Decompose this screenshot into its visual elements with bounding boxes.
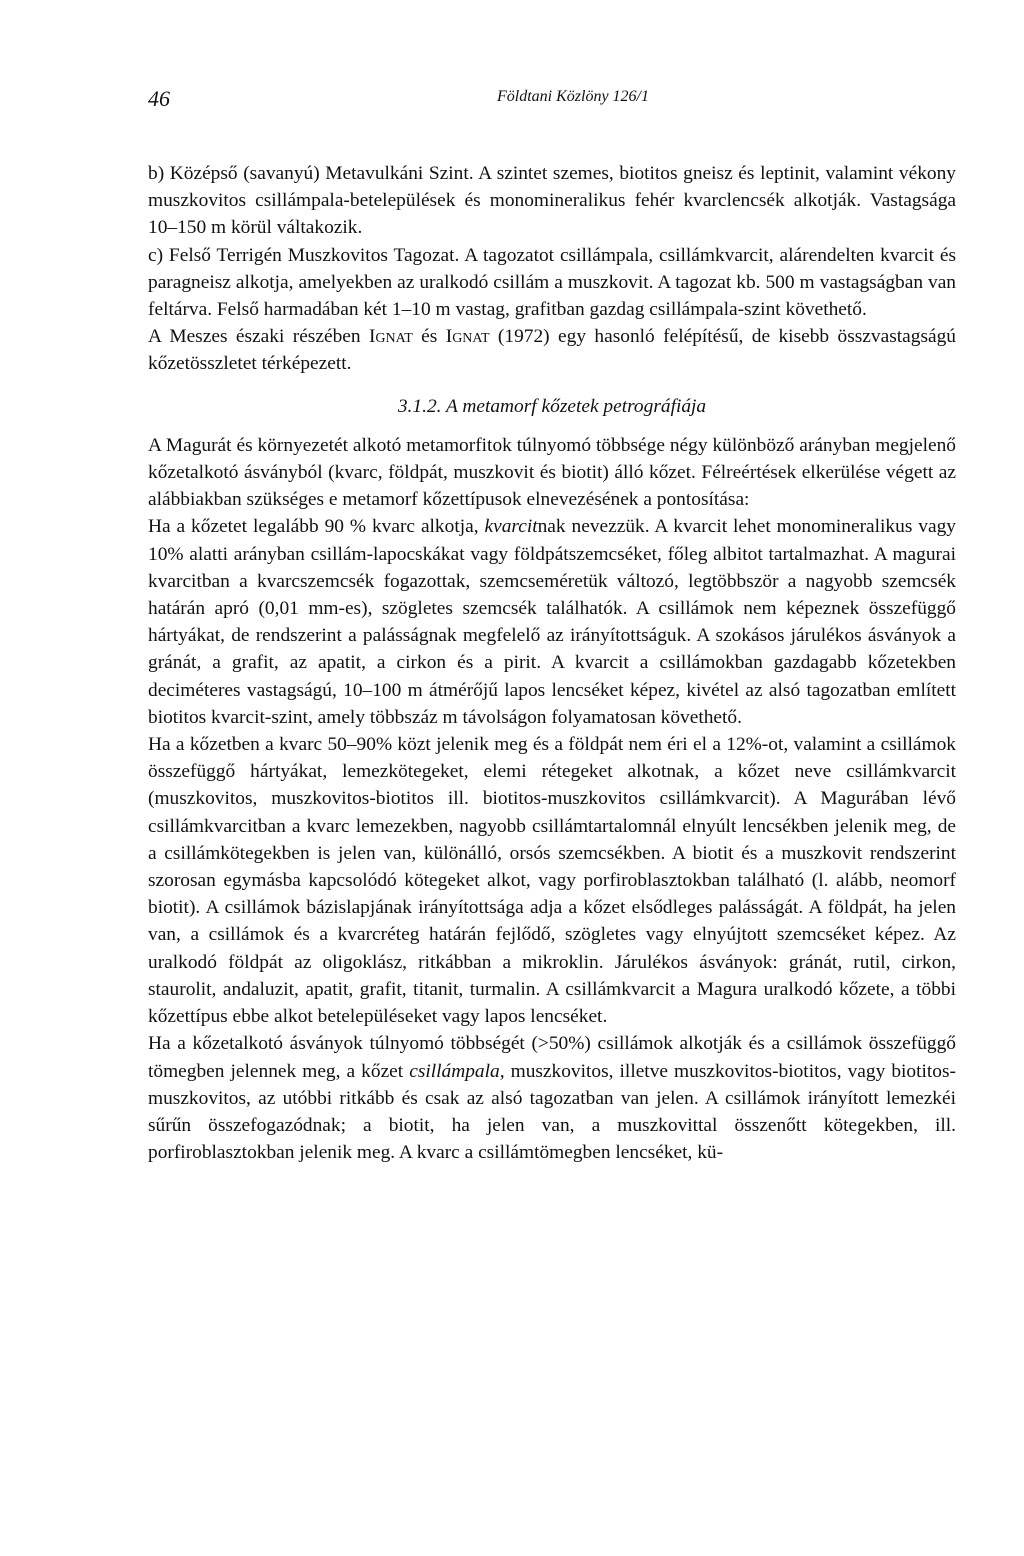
paragraph-middle-metavolcanic: b) Középső (savanyú) Metavulkáni Szint. A szintet szemes, biotitos gneisz és leptinit, valamint vékony muszkovitos csillámpala-betelepülések és monomineralikus fehér kvarclencsék alkotják. Vastagsága 10–150 m körül váltakozik.: [148, 163, 956, 239]
running-header: [148, 86, 958, 116]
text-run: Ha a kőzetet legalább 90 % kvarc alkotja,: [148, 516, 485, 538]
section-heading: [148, 393, 956, 420]
journal-title: Földtani Közlöny 126/1: [497, 88, 649, 105]
body-text: [148, 160, 956, 1166]
term-mica-schist: csillámpala,: [409, 1060, 505, 1082]
section-title: A metamorf kőzetek petrográfiája: [446, 395, 707, 417]
term-quartzite: kvarcit: [484, 516, 538, 538]
paragraph-mica-quartzite: Ha a kőzetben a kvarc 50–90% közt jelenik meg és a földpát nem éri el a 12%-ot, valamint a csillámok összefüggő hártyákat, lemezkötegeket, elemi rétegeket alkotnak, a kőzet neve csillámkvarcit (muszkovitos, muszkovitos-biotitos ill. biotitos-muszkovitos csillámkvarcit). A Magurában lévő csillámkvarcitban a kvarc lemezekben, nagyobb csillámtartalomnál elnyúlt lencsékben jelenik meg, de a csillámkötegekben is jelen van, különálló, orsós szemcsékben. A biotit és a muszkovit rendszerint szorosan egymásba kapcsolódó kötegeket alkot, vagy porfiroblasztokban található (l. alább, neomorf biotit). A csillámok bázislapjának irányítottsága adja a kőzet elsődleges palásságát. A földpát, ha jelen van, a csillámok és a kvarcréteg határán fejlődő, szögletes vagy elnyújtott szemcséket képez. Az uralkodó földpát az oligoklász, ritkábban a mikroklin. Járulékos ásványok: gránát, rutil, cirkon, staurolit, andaluzit, apatit, grafit, titanit, turmalin. A csillámkvarcit a Magura uralkodó kőzete, a többi kőzettípus ebbe alkot betelepüléseket vagy lapos lencséket.: [148, 734, 956, 1028]
section-number: 3.1.2.: [397, 395, 442, 417]
text-run: nak nevezzük. A kvarcit lehet monomineralikus vagy 10% alatti arányban csillám-lapocskákat vagy földpátszemcséket, főleg albitot tartalmazhat. A magurai kvarcitban a kvarcszemcsék fogazottak, szemcseméretük változó, legtöbbször a nagyobb szemcsék határán apró (0,01 mm-es), szögletes szemcsék találhatók. A csillámok nem képeznek összefüggő hártyákat, de rendszerint a palásságnak megfelelő az irányítottságuk. A szokásos járulékos ásványok a gránát, a grafit, az apatit, a cirkon és a pirit. A kvarcit a csillámokban gazdagabb kőzetekben deciméteres vastagságú, 10–100 m átmérőjű lapos lencséket képez, kivétel az alsó tagozatban említett biotitos kvarcit-szint, amely többszáz m távolságon folyamatosan követhető.: [148, 516, 956, 728]
page-number: 46: [148, 86, 170, 111]
paragraph-metamorphites-intro: A Magurát és környezetét alkotó metamorfitok túlnyomó többsége négy különböző arányban megjelenő kőzetalkotó ásványból (kvarc, földpát, muszkovit és biotit) álló kőzet. Félreértések elkerülése végett az alábbiakban szükséges e metamorf kőzettípusok elnevezésének a pontosítása:: [148, 434, 956, 511]
text-run: és: [412, 326, 446, 348]
paragraph-quartzite: [148, 513, 956, 731]
text-run: A Meszes északi részében: [148, 326, 369, 348]
paragraph-mica-schist: [148, 1030, 956, 1166]
paragraph-meszes: [148, 323, 956, 377]
text-run: (1972) egy hasonló felépítésű, de kisebb összvastagságú kőzetösszletet térképezett.: [148, 326, 956, 375]
paragraph-upper-terrigenous: c) Felső Terrigén Muszkovitos Tagozat. A tagozatot csillámpala, csillámkvarcit, alárendelten kvarcit és paragneisz alkotja, amelyekben az uralkodó csillám a muszkovit. A tagozat kb. 500 m vastagságban van feltárva. Felső harmadában két 1–10 m vastag, grafitban gazdag csillámpala-szint követhető.: [148, 244, 956, 321]
text-run: muszkovitos, illetve muszkovitos-biotitos, vagy biotitos-muszkovitos, az utóbbi ritkább és csak az alsó tagozatban van jelen. A csillámok irányított lemezkéi sűrűn összefogazódnak; a biotit, ha jelen van, a muszkovittal összenőtt kötegekben, ill. porfiroblasztokban jelenik meg. A kvarc a csillámtömegben lencséket, kü-: [148, 1060, 956, 1164]
author-name: Ignat: [445, 326, 490, 348]
text-run: Ha a kőzetalkotó ásványok túlnyomó többségét (>50%) csillámok alkotják és a csillámok összefüggő tömegben jelennek meg, a kőzet: [148, 1033, 956, 1082]
author-name: Ignat: [368, 326, 413, 348]
